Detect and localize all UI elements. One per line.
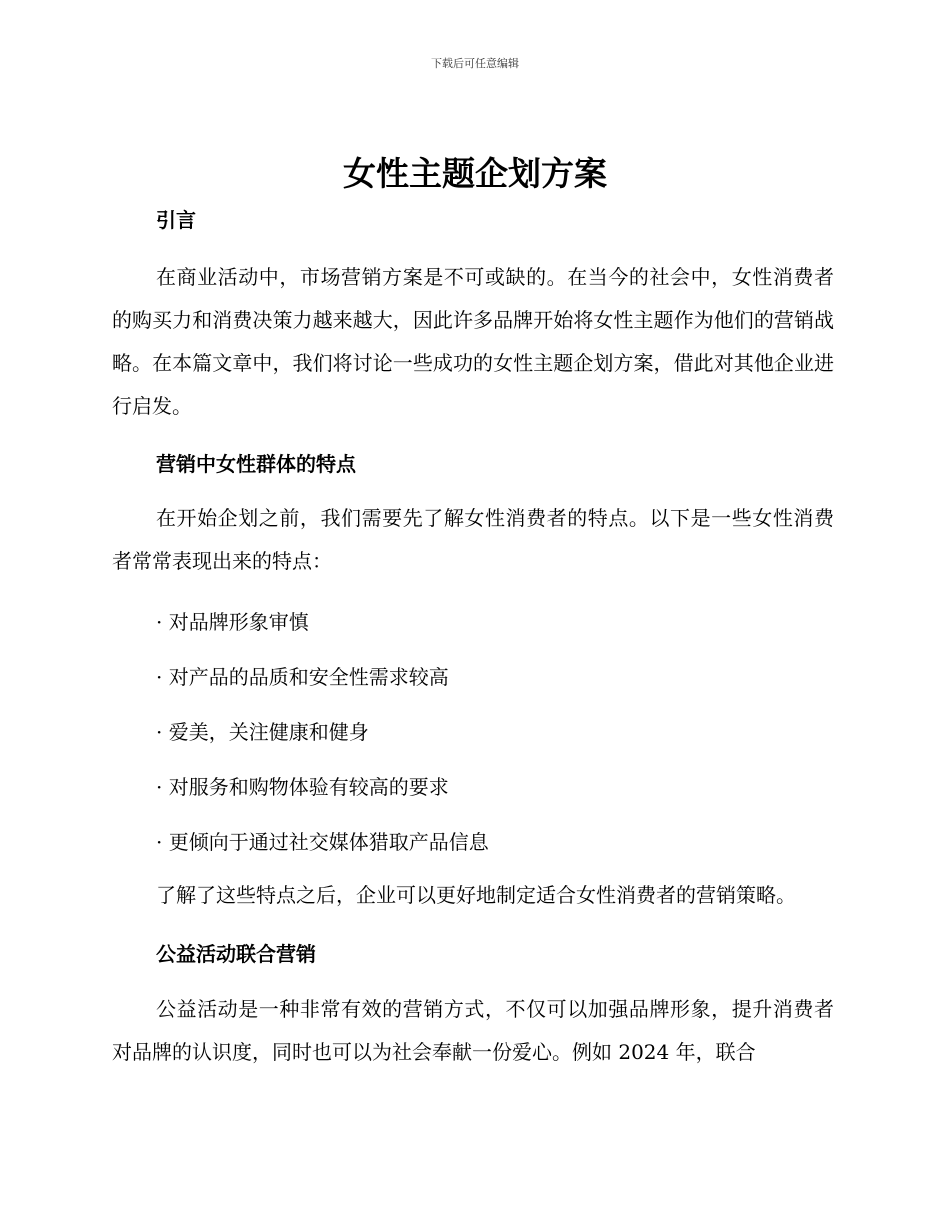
charity-paragraph: 公益活动是一种非常有效的营销方式，不仅可以加强品牌形象，提升消费者对品牌的认识度，同时也可以为社会奉献一份爱心。例如 2024 年，联合 bbox=[112, 997, 834, 1064]
intro-paragraph: 在商业活动中，市场营销方案是不可或缺的。在当今的社会中，女性消费者的购买力和消费决策力越来越大，因此许多品牌开始将女性主题作为他们的营销战略。在本篇文章中，我们将讨论一些成功的女性主题企划方案，借此对其他企业进行启发。 bbox=[112, 265, 834, 418]
section-heading-intro: 引言 bbox=[156, 208, 196, 232]
header-note: 下载后可任意编辑 bbox=[431, 57, 519, 70]
section-heading-traits: 营销中女性群体的特点 bbox=[156, 452, 356, 476]
list-item: · 对品牌形象审慎 bbox=[156, 610, 309, 634]
traits-list bbox=[112, 608, 834, 856]
list-item: · 爱美，关注健康和健身 bbox=[156, 720, 369, 744]
list-item: · 对服务和购物体验有较高的要求 bbox=[156, 775, 449, 799]
traits-paragraph: 在开始企划之前，我们需要先了解女性消费者的特点。以下是一些女性消费者常常表现出来的特点： bbox=[112, 506, 834, 573]
document-title: 女性主题企划方案 bbox=[343, 154, 607, 193]
traits-summary-paragraph: 了解了这些特点之后，企业可以更好地制定适合女性消费者的营销策略。 bbox=[156, 883, 796, 907]
document-body bbox=[112, 200, 834, 1074]
section-heading-charity: 公益活动联合营销 bbox=[156, 942, 316, 966]
list-item: · 更倾向于通过社交媒体猎取产品信息 bbox=[156, 830, 489, 854]
list-item: · 对产品的品质和安全性需求较高 bbox=[156, 665, 449, 689]
